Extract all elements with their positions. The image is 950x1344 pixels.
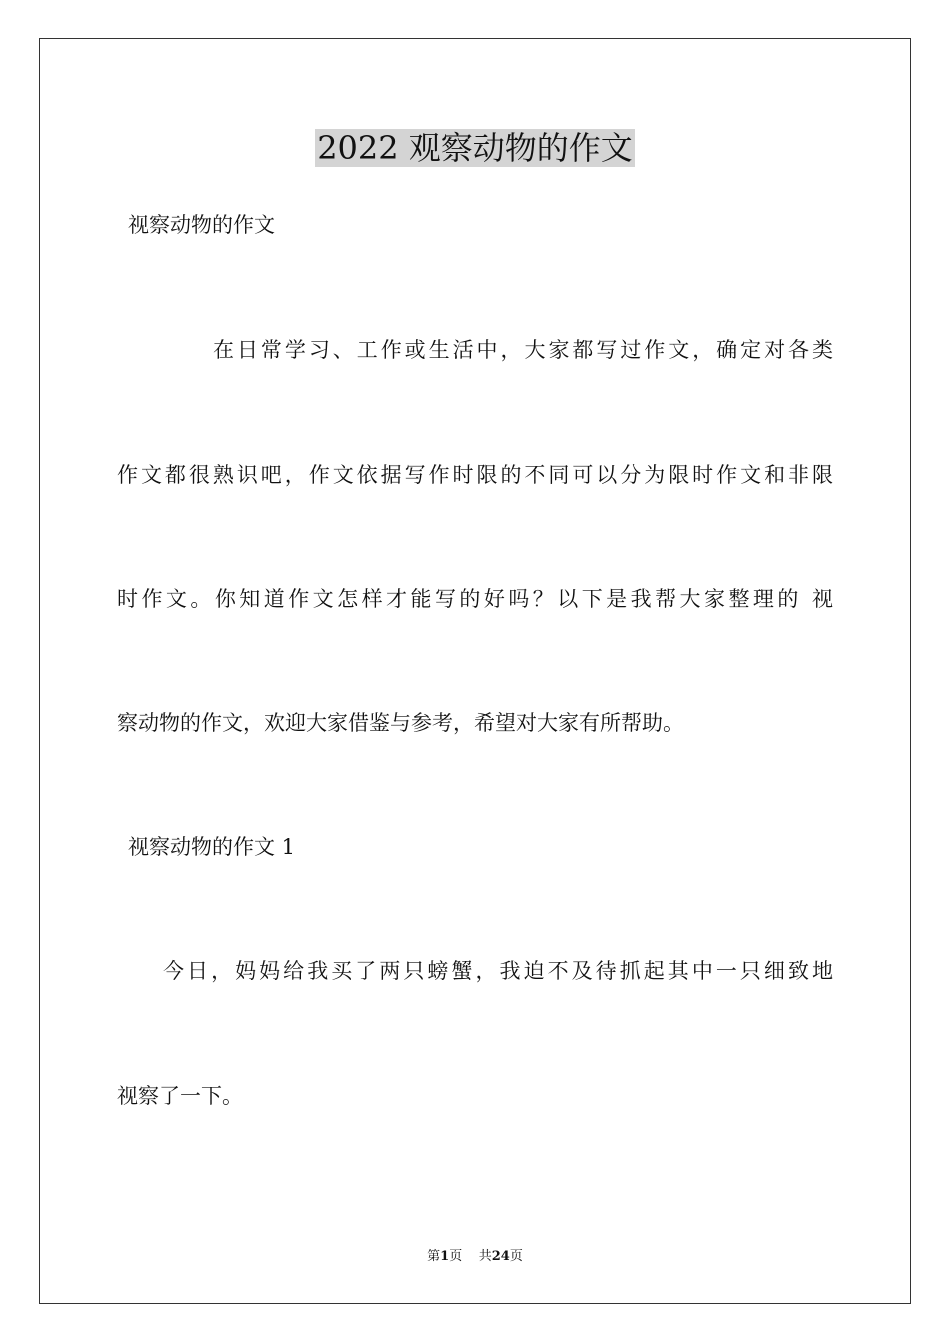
footer-total-prefix: 共 (478, 1249, 492, 1264)
intro-line-3: 时作文。你知道作文怎样才能写的好吗？以下是我帮大家整理的 视 (117, 587, 833, 611)
section-heading: 视察动物的作文 1 (128, 835, 296, 859)
body-line-1: 今日，妈妈给我买了两只螃蟹，我迫不及待抓起其中一只细致地 (163, 959, 833, 983)
footer-page-prefix: 第 (427, 1249, 441, 1264)
document-title (0, 126, 950, 170)
document-title-text: 2022 观察动物的作文 (317, 129, 633, 167)
intro-line-4: 察动物的作文，欢迎大家借鉴与参考，希望对大家有所帮助。 (117, 711, 684, 735)
document-subtitle: 视察动物的作文 (128, 213, 275, 237)
intro-line-2: 作文都很熟识吧，作文依据写作时限的不同可以分为限时作文和非限 (117, 463, 833, 487)
footer-total-pages: 24 (491, 1249, 510, 1264)
intro-line-1: 在日常学习、工作或生活中，大家都写过作文，确定对各类 (213, 338, 833, 362)
footer-page-number: 1 (440, 1249, 450, 1264)
footer-total-suffix: 页 (509, 1249, 523, 1264)
body-line-2: 视察了一下。 (117, 1084, 243, 1108)
footer-page-suffix: 页 (449, 1249, 463, 1264)
page-footer (0, 1248, 950, 1266)
